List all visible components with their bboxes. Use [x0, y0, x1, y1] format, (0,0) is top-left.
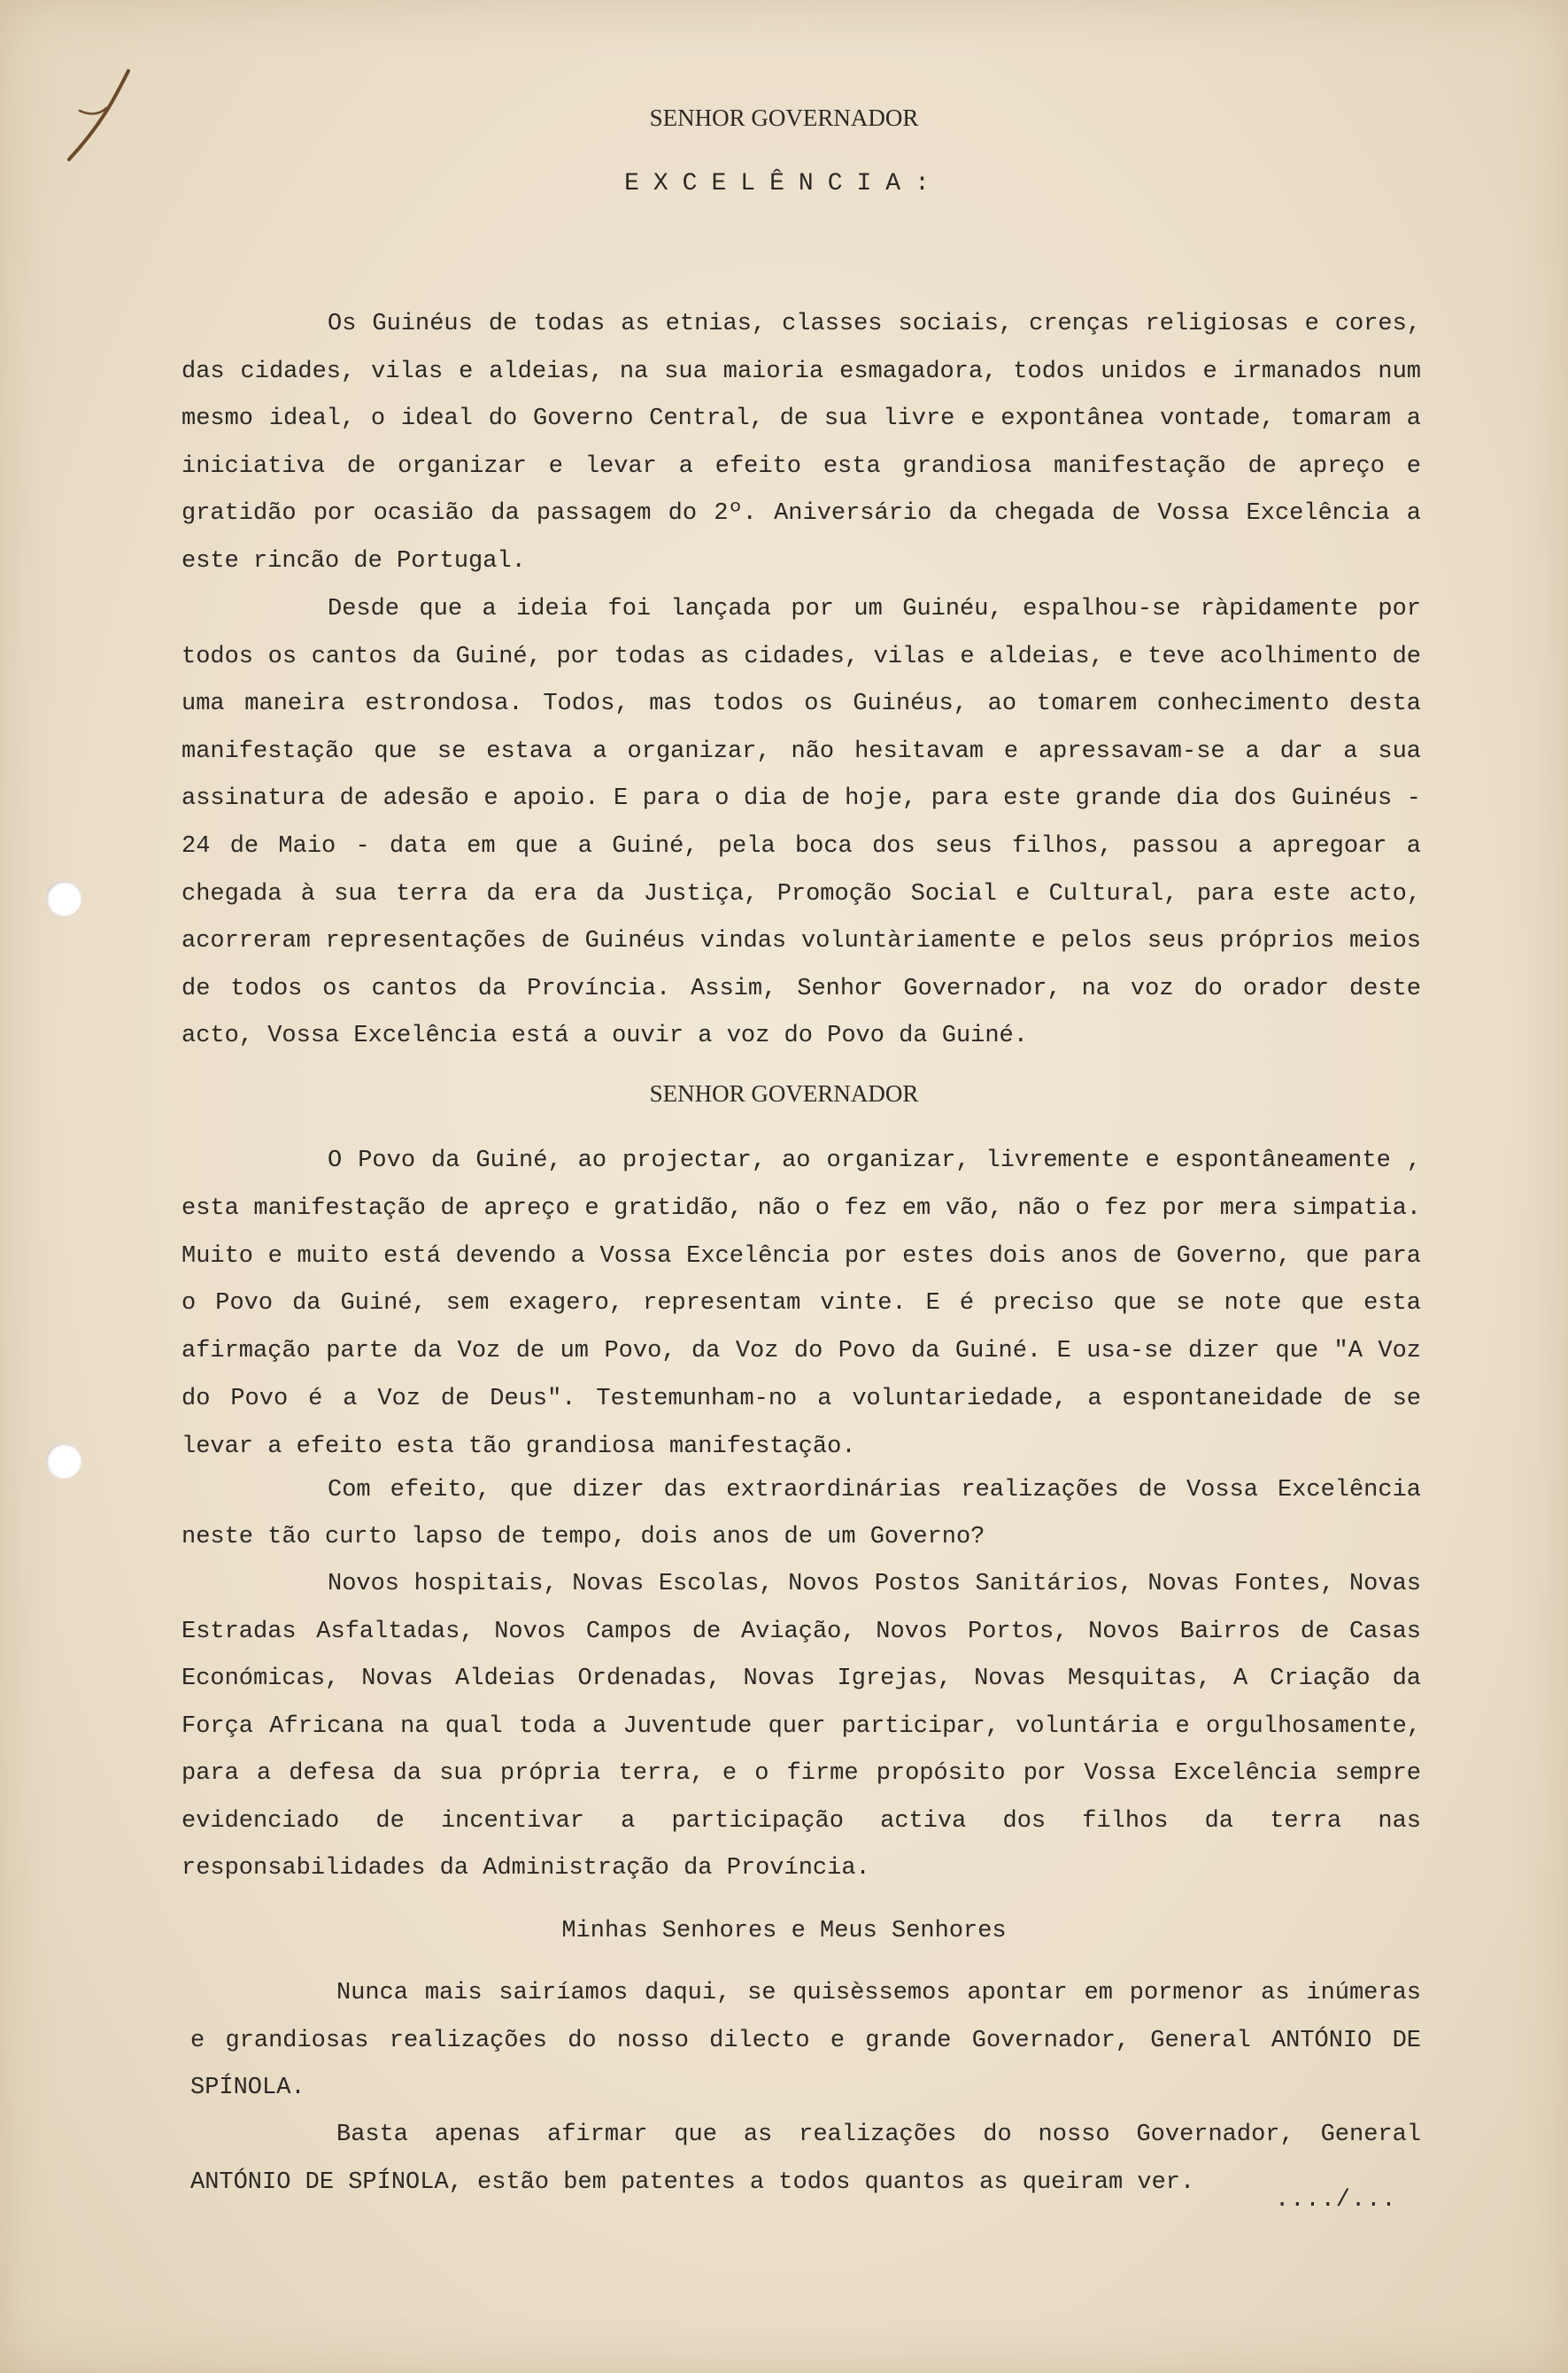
punch-hole-lower: [46, 1443, 81, 1479]
paragraph-7: Basta apenas afirmar que as realizações do nosso Governador, General ANTÓNIO DE SPÍNOLA, estão bem patentes a todos quantos as queiram ver.: [190, 2122, 1421, 2196]
paragraph-5: Novos hospitais, Novas Escolas, Novos Postos Sanitários, Novas Fontes, Novas Estradas Asfaltadas, Novos Campos de Aviação, Novos Portos, Novos Bairros de Casas Económicas, Novas Aldeias Ordenadas, Novas Igrejas, Novas Mesquitas, A Criação da Força Africana na qual toda a Juventude quer participar, voluntária e orgulhosamente, para a defesa da sua própria terra, e o firme propósito por Vossa Excelência sempre evidenciado de incentivar a participação activa dos filhos da terra nas responsabilidades da Administração da Província.: [182, 1571, 1421, 1882]
section-heading-governor: SENHOR GOVERNADOR: [649, 1080, 919, 1107]
paragraph-4: Com efeito, que dizer das extraordinárias realizações de Vossa Excelência neste tão curto lapso de tempo, dois anos de um Governo?: [182, 1477, 1421, 1550]
section-heading-audience: Minhas Senhores e Meus Senhores: [561, 1918, 1007, 1944]
paragraph-6: Nunca mais sairíamos daqui, se quisèssemos apontar em pormenor as inúmeras e grandiosas realizações do nosso dilecto e grande Governador, General ANTÓNIO DE SPÍNOLA.: [190, 1980, 1421, 2101]
punch-hole-upper: [46, 881, 81, 916]
paragraph-2: Desde que a ideia foi lançada por um Guinéu, espalhou-se ràpidamente por todos os cantos da Guiné, por todas as cidades, vilas e aldeias, e teve acolhimento de uma maneira estrondosa. Todos, mas todos os Guinéus, ao tomarem conhecimento desta manifestação que se estava a organizar, não hesitavam e apressavam-se a dar a sua assinatura de adesão e apoio. E para o dia de hoje, para este grande dia dos Guinéus - 24 de Maio - data em que a Guiné, pela boca dos seus filhos, passou a apregoar a chegada à sua terra da era da Justiça, Promoção Social e Cultural, para este acto, acorreram representações de Guinéus vindas voluntàriamente e pelos seus próprios meios de todos os cantos da Província. Assim, Senhor Governador, na voz do orador deste acto, Vossa Excelência está a ouvir a voz do Povo da Guiné.: [182, 596, 1421, 1050]
paragraph-1: Os Guinéus de todas as etnias, classes sociais, crenças religiosas e cores, das cidades, vilas e aldeias, na sua maioria esmagadora, todos unidos e irmanados num mesmo ideal, o ideal do Governo Central, de sua livre e expontânea vontade, tomaram a iniciativa de organizar e levar a efeito esta grandiosa manifestação de apreço e gratidão por ocasião da passagem do 2º. Aniversário da chegada de Vossa Excelência a este rincão de Portugal.: [182, 311, 1421, 575]
paragraph-3: O Povo da Guiné, ao projectar, ao organizar, livremente e espontâneamente , esta manifestação de apreço e gratidão, não o fez em vão, não o fez por mera simpatia. Muito e muito está devendo a Vossa Excelência por estes dois anos de Governo, que para o Povo da Guiné, sem exagero, representam vinte. E é preciso que se note que esta afirmação parte da Voz de um Povo, da Voz do Povo da Guiné. E usa-se dizer que "A Voz do Povo é a Voz de Deus". Testemunham-no a voluntariedade, a espontaneidade de se levar a efeito esta tão grandiosa manifestação.: [182, 1148, 1421, 1460]
excelencia-heading: EXCELÊNCIA:: [624, 170, 944, 197]
salutation-heading: SENHOR GOVERNADOR: [649, 104, 919, 131]
page-continuation-mark: ..../...: [1275, 2187, 1397, 2214]
